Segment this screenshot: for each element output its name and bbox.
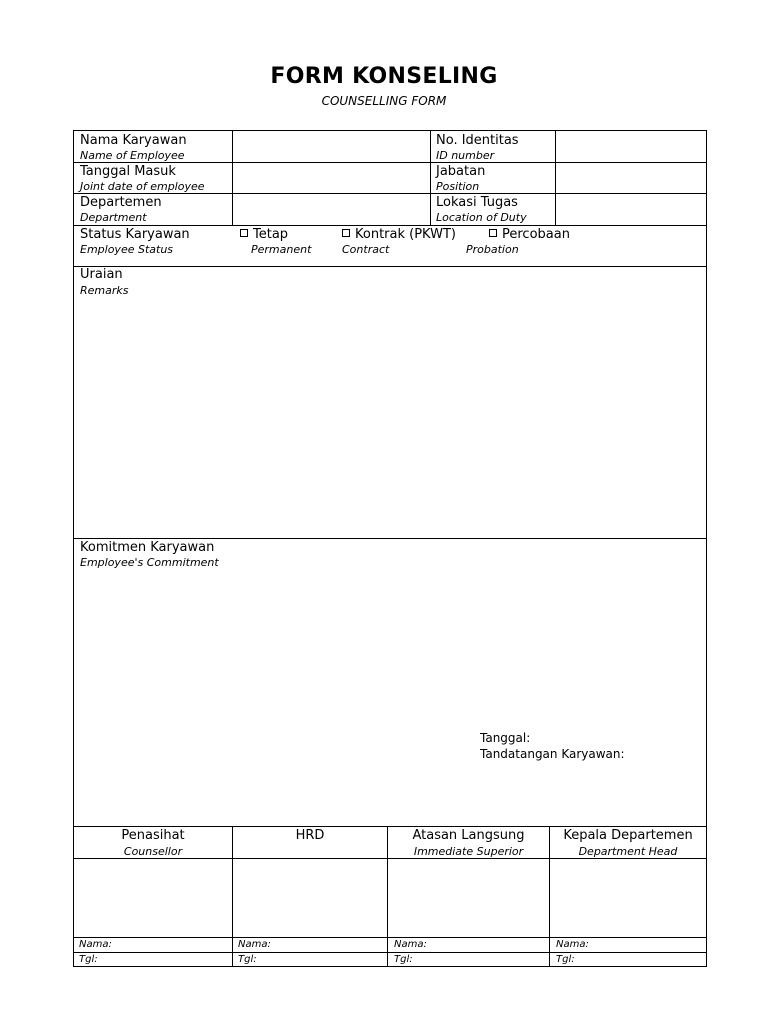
status-option-permanent[interactable] — [240, 227, 288, 242]
department-field[interactable] — [233, 194, 430, 225]
employee-name-label: Nama Karyawan — [80, 133, 187, 148]
status-option-contract[interactable] — [342, 227, 456, 242]
commitment-sublabel: Employee's Commitment — [80, 556, 219, 569]
join-date-field[interactable] — [233, 163, 430, 193]
status-option-sublabel: Contract — [342, 243, 390, 256]
counsellor-name-label: Nama: — [79, 939, 112, 950]
counsellor-signature-box[interactable] — [74, 859, 232, 937]
superior-header: Atasan Langsung — [412, 828, 525, 843]
superior-signature-box[interactable] — [388, 859, 549, 937]
commitment-label: Komitmen Karyawan — [80, 540, 215, 555]
remarks-sublabel: Remarks — [80, 284, 129, 297]
position-sublabel: Position — [436, 180, 480, 193]
checkbox-icon[interactable] — [342, 229, 350, 237]
superior-date-label: Tgl: — [394, 954, 413, 965]
counsellor-header: Penasihat — [121, 828, 185, 843]
employee-status-sublabel: Employee Status — [80, 243, 174, 256]
location-field[interactable] — [556, 194, 706, 225]
status-option-sublabel: Permanent — [251, 243, 312, 256]
position-label: Jabatan — [436, 164, 486, 179]
employee-status-label: Status Karyawan — [80, 227, 190, 242]
row-divider — [73, 266, 707, 267]
checkbox-icon[interactable] — [489, 229, 497, 237]
row-divider — [73, 952, 707, 953]
commitment-date-label: Tanggal: — [480, 731, 531, 745]
superior-name-label: Nama: — [394, 939, 427, 950]
department-sublabel: Department — [80, 211, 147, 224]
join-date-label: Tanggal Masuk — [80, 164, 176, 179]
remarks-field[interactable] — [74, 300, 706, 537]
row-divider — [73, 937, 707, 938]
hrd-header: HRD — [295, 828, 325, 843]
status-option-probation[interactable] — [489, 227, 570, 242]
department-head-subheader: Department Head — [578, 845, 678, 858]
hrd-signature-box[interactable] — [233, 859, 387, 937]
id-number-field[interactable] — [556, 131, 706, 162]
employee-name-sublabel: Name of Employee — [80, 149, 185, 162]
commitment-field[interactable] — [74, 572, 706, 722]
id-number-sublabel: ID number — [436, 149, 495, 162]
form-title: FORM KONSELING — [270, 64, 498, 89]
remarks-label: Uraian — [80, 267, 123, 282]
table-border-bottom — [73, 966, 707, 967]
col-divider — [430, 130, 431, 226]
hrd-date-label: Tgl: — [238, 954, 257, 965]
location-label: Lokasi Tugas — [436, 195, 518, 210]
join-date-sublabel: Joint date of employee — [80, 180, 205, 193]
status-option-label: Percobaan — [502, 227, 570, 242]
department-head-header: Kepala Departemen — [563, 828, 693, 843]
status-option-label: Tetap — [253, 227, 289, 242]
counsellor-subheader: Counsellor — [123, 845, 183, 858]
form-subtitle: COUNSELLING FORM — [321, 94, 447, 108]
status-option-sublabel: Probation — [466, 243, 519, 256]
department-head-name-label: Nama: — [556, 939, 589, 950]
section-divider — [73, 826, 707, 827]
table-border-right — [706, 130, 707, 967]
section-divider — [73, 538, 707, 539]
position-field[interactable] — [556, 163, 706, 193]
location-sublabel: Location of Duty — [436, 211, 527, 224]
employee-signature-label: Tandatangan Karyawan: — [480, 747, 625, 761]
checkbox-icon[interactable] — [240, 229, 248, 237]
employee-name-field[interactable] — [233, 131, 430, 162]
superior-subheader: Immediate Superior — [413, 845, 524, 858]
status-option-label: Kontrak (PKWT) — [355, 227, 456, 242]
row-divider — [73, 225, 707, 226]
department-head-date-label: Tgl: — [556, 954, 575, 965]
id-number-label: No. Identitas — [436, 133, 519, 148]
department-label: Departemen — [80, 195, 162, 210]
counsellor-date-label: Tgl: — [79, 954, 98, 965]
hrd-name-label: Nama: — [238, 939, 271, 950]
department-head-signature-box[interactable] — [550, 859, 706, 937]
